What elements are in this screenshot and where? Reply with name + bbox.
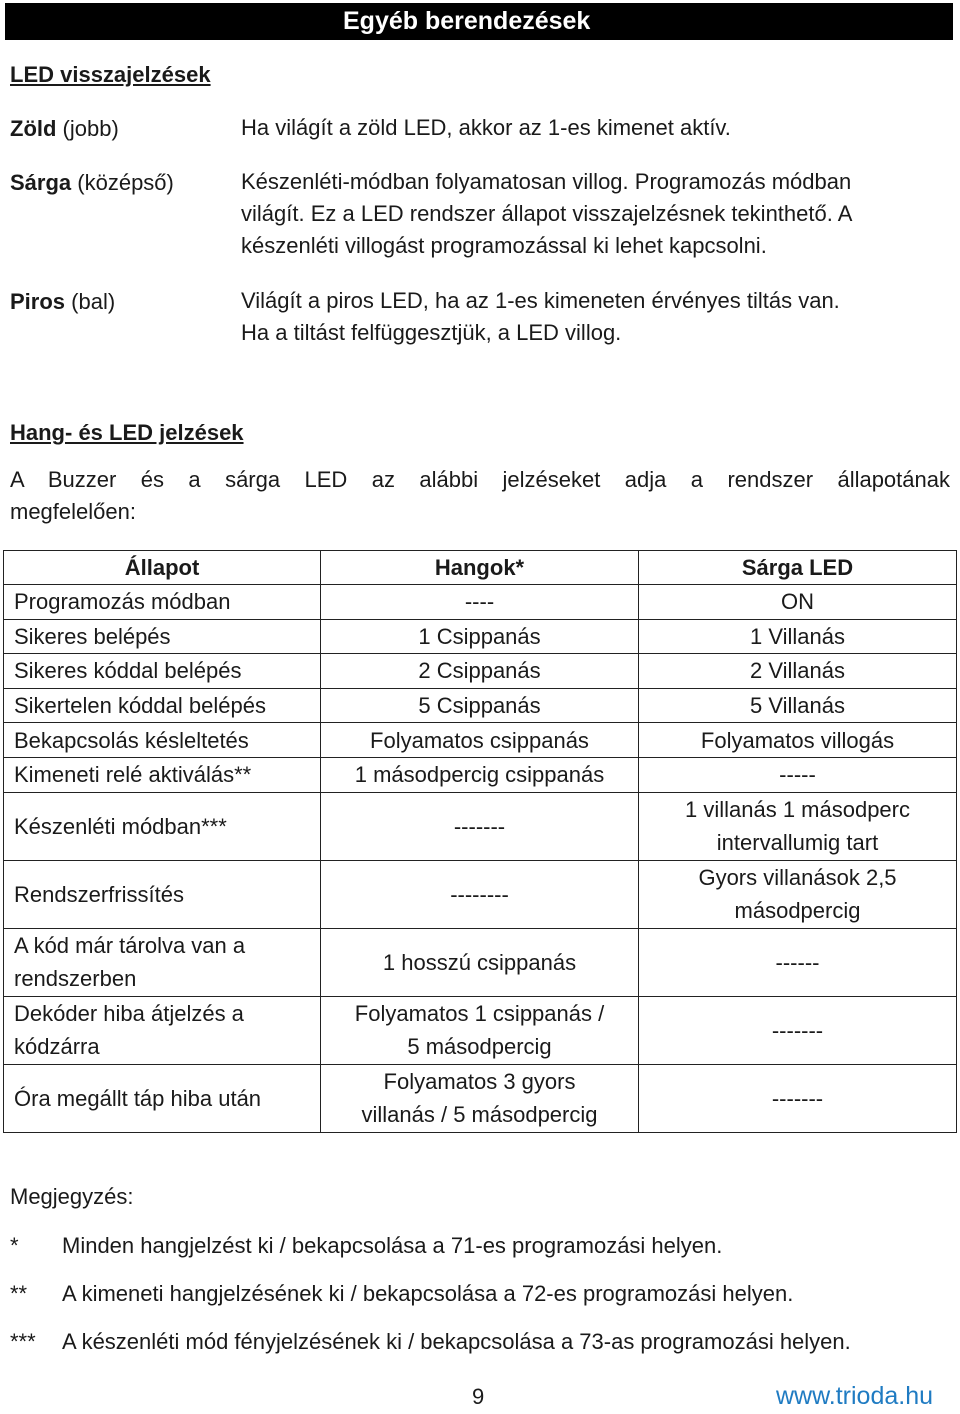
table-cell-sounds: 1 Csippanás: [321, 619, 639, 654]
led-desc-yellow-line-1: Készenléti-módban folyamatosan villog. Programozás módban: [241, 169, 852, 194]
note-symbol: ***: [10, 1329, 36, 1354]
led-desc-yellow-line-3: készenléti villogást programozással ki lehet kapcsolni.: [241, 233, 767, 258]
table-cell-sounds: -------: [321, 792, 639, 860]
led-desc-green: [241, 112, 731, 144]
led-desc-yellow: [241, 166, 852, 262]
table-cell-sounds: Folyamatos 3 gyors villanás / 5 másodpercig: [321, 1064, 639, 1132]
table-row: [4, 996, 957, 1064]
table-cell-sounds: ----: [321, 585, 639, 620]
table-cell-status: Rendszerfrissítés: [4, 860, 321, 928]
table-row: [4, 757, 957, 792]
page-number: 9: [472, 1384, 485, 1409]
footer-url-link[interactable]: www.trioda.hu: [776, 1382, 934, 1410]
table-cell-yellow-led: 1 Villanás: [639, 619, 957, 654]
table-cell-sounds: 1 hosszú csippanás: [321, 928, 639, 996]
table-cell-sounds: 5 Csippanás: [321, 688, 639, 723]
note-text: Minden hangjelzést ki / bekapcsolása a 71-es programozási helyen.: [62, 1233, 723, 1258]
table-row: [4, 619, 957, 654]
notes-title: Megjegyzés:: [10, 1184, 134, 1209]
table-cell-status: Bekapcsolás késleltetés: [4, 723, 321, 758]
table-cell-status: Sikeres kóddal belépés: [4, 654, 321, 689]
led-section-title: LED visszajelzések: [10, 62, 211, 87]
table-cell-yellow-led: ON: [639, 585, 957, 620]
table-cell-yellow-led: -------: [639, 996, 957, 1064]
table-cell-status: Dekóder hiba átjelzés a kódzárra: [4, 996, 321, 1064]
led-desc-red-line-1: Világít a piros LED, ha az 1-es kimeneten érvényes tiltás van.: [241, 288, 840, 313]
table-row: [4, 654, 957, 689]
table-cell-sounds: Folyamatos csippanás: [321, 723, 639, 758]
table-cell-yellow-led: -----: [639, 757, 957, 792]
table-cell-status: Sikertelen kóddal belépés: [4, 688, 321, 723]
signal-table: [3, 550, 957, 1133]
table-row: [4, 792, 957, 860]
table-cell-yellow-led: 5 Villanás: [639, 688, 957, 723]
table-cell-sounds: --------: [321, 860, 639, 928]
table-cell-status: Sikeres belépés: [4, 619, 321, 654]
table-cell-sounds: Folyamatos 1 csippanás / 5 másodpercig: [321, 996, 639, 1064]
table-row: [4, 723, 957, 758]
table-cell-status: Készenléti módban***: [4, 792, 321, 860]
led-label-red-position: (bal): [65, 289, 116, 314]
table-cell-yellow-led: 2 Villanás: [639, 654, 957, 689]
table-cell-status: Programozás módban: [4, 585, 321, 620]
sound-intro-line-1: A Buzzer és a sárga LED az alábbi jelzéseket adja a rendszer állapotának: [10, 467, 950, 492]
table-row: [4, 860, 957, 928]
led-desc-red: [241, 285, 840, 349]
table-cell-sounds: 1 másodpercig csippanás: [321, 757, 639, 792]
led-desc-green-line: Ha világít a zöld LED, akkor az 1-es kimenet aktív.: [241, 115, 731, 140]
table-header-sounds: Hangok*: [321, 551, 639, 585]
led-label-green-position: (jobb): [56, 116, 119, 141]
note-symbol: **: [10, 1281, 28, 1306]
table-cell-yellow-led: Gyors villanások 2,5 másodpercig: [639, 860, 957, 928]
table-cell-status: Óra megállt táp hiba után: [4, 1064, 321, 1132]
table-header-row: [4, 551, 957, 585]
table-cell-yellow-led: -------: [639, 1064, 957, 1132]
table-row: [4, 928, 957, 996]
sound-intro: [10, 464, 950, 528]
table-row: [4, 688, 957, 723]
sound-intro-line-2: megfelelően:: [10, 499, 136, 524]
table-cell-yellow-led: Folyamatos villogás: [639, 723, 957, 758]
led-desc-yellow-line-2: világít. Ez a LED rendszer állapot visszajelzésnek tekinthető. A: [241, 201, 853, 226]
table-header-yellow-led: Sárga LED: [639, 551, 957, 585]
table-cell-sounds: 2 Csippanás: [321, 654, 639, 689]
note-symbol: *: [10, 1233, 19, 1258]
led-label-green: [10, 116, 119, 142]
sound-section-title: Hang- és LED jelzések: [10, 420, 244, 445]
table-cell-yellow-led: 1 villanás 1 másodperc intervallumig tart: [639, 792, 957, 860]
page-header-title: Egyéb berendezések: [343, 7, 591, 35]
header-bar: [5, 3, 953, 40]
table-cell-status: A kód már tárolva van a rendszerben: [4, 928, 321, 996]
table-cell-yellow-led: ------: [639, 928, 957, 996]
led-label-yellow-position: (középső): [71, 170, 174, 195]
led-desc-red-line-2: Ha a tiltást felfüggesztjük, a LED villog.: [241, 320, 622, 345]
led-label-red-name: Piros: [10, 289, 66, 314]
table-row: [4, 1064, 957, 1132]
led-label-green-name: Zöld: [10, 116, 57, 141]
led-label-red: [10, 289, 115, 315]
note-text: A készenléti mód fényjelzésének ki / bekapcsolása a 73-as programozási helyen.: [62, 1329, 851, 1354]
led-label-yellow: [10, 170, 174, 196]
table-cell-status: Kimeneti relé aktiválás**: [4, 757, 321, 792]
note-text: A kimeneti hangjelzésének ki / bekapcsolása a 72-es programozási helyen.: [62, 1281, 794, 1306]
table-header-status: Állapot: [4, 551, 321, 585]
table-row: [4, 585, 957, 620]
led-label-yellow-name: Sárga: [10, 170, 72, 195]
